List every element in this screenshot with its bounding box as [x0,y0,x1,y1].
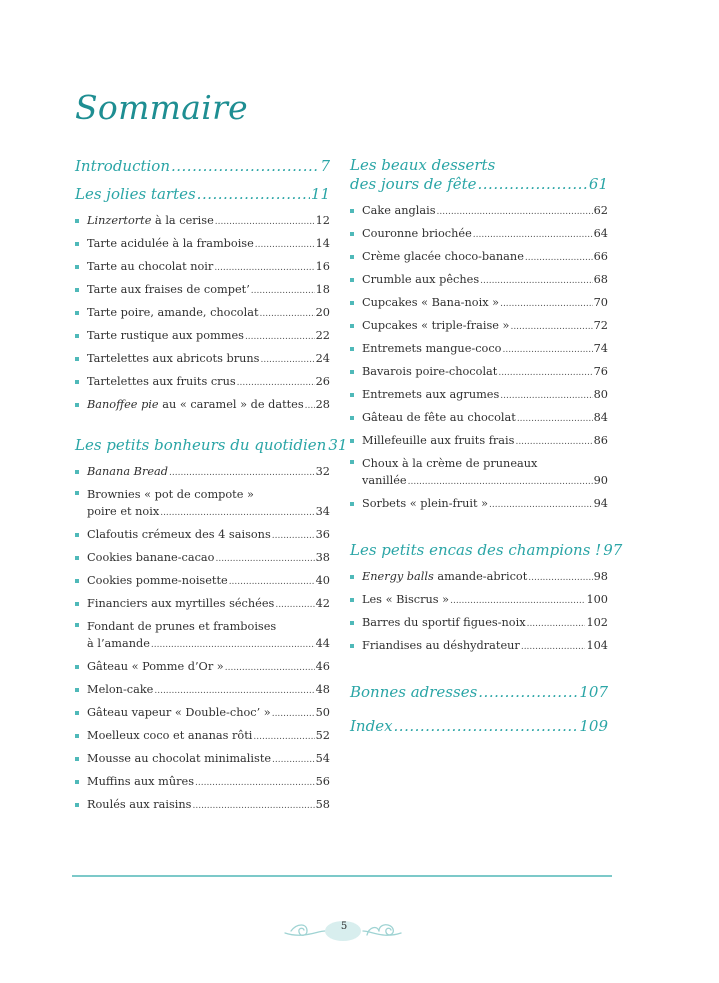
dot-leader [500,386,592,407]
entry-text: Melon-cake [87,683,154,696]
entry-title [362,566,527,587]
dot-leader [394,716,579,736]
toc-section [75,435,348,817]
dot-leader [225,658,315,679]
entry-title [87,394,304,415]
entry-page: 48 [315,683,330,696]
entry-page: 62 [593,204,608,217]
entry-row [87,279,330,302]
entry-row [362,338,608,361]
dot-leader [197,184,310,204]
dot-leader [171,156,319,176]
toc-entry[interactable] [350,407,608,430]
dot-leader [237,373,315,394]
entry-page: 16 [315,260,330,273]
entry-page: 38 [315,551,330,564]
entry-text: Roulés aux raisins [87,798,192,811]
entry-page: 98 [593,570,608,583]
entry-row [362,472,608,491]
entry-page: 26 [315,375,330,388]
entry-title [362,612,526,633]
entry-title [87,210,214,231]
entry-list [350,566,608,658]
entry-title [362,269,479,290]
entry-row [87,233,330,256]
section-title: Les petits bonheurs du quotidien [75,436,327,454]
dot-leader [478,174,588,194]
entry-text: poire et noix [87,505,160,518]
toc-entry[interactable] [75,794,330,817]
toc-left-column [75,156,348,817]
dot-leader [245,327,315,348]
entry-title [87,702,271,723]
entry-page: 86 [593,434,608,447]
dot-leader [215,549,314,570]
toc-right-column [350,156,623,736]
entry-title [87,503,159,520]
toc-entry[interactable] [350,493,608,516]
toc-entry[interactable] [75,325,330,348]
entry-title [87,771,194,792]
dot-leader [215,212,315,233]
entry-title [362,223,472,244]
toc-section [75,156,330,176]
toc-entry[interactable] [350,566,608,589]
toc-section [75,184,330,417]
toc-entry[interactable] [350,292,608,315]
entry-title [87,794,191,815]
entry-title [362,315,509,336]
toc-entry[interactable] [75,725,330,748]
dot-leader [260,304,315,325]
entry-text: Millefeuille aux fruits frais [362,434,515,447]
entry-text: Clafoutis crémeux des 4 saisons [87,528,271,541]
dot-leader [214,258,314,279]
dot-leader [192,796,314,817]
entry-text: Crumble aux pêches [362,273,480,286]
entry-page: 36 [315,528,330,541]
entry-title [362,472,407,489]
entry-text: Tartelettes aux fruits crus [87,375,236,388]
toc-section [350,540,623,658]
dot-leader [515,432,592,453]
entry-text: Bavarois poire-chocolat [362,365,498,378]
entry-text: Entremets mangue-coco [362,342,502,355]
dot-leader [510,317,592,338]
dot-leader [195,773,315,794]
entry-text: Friandises au déshydrateur [362,639,520,652]
entry-page: 90 [593,474,608,487]
entry-text: Tarte au chocolat noir [87,260,214,273]
toc-entry[interactable] [75,371,330,394]
entry-text: Financiers aux myrtilles séchées [87,597,275,610]
entry-text: Gâteau « Pomme d’Or » [87,660,224,673]
toc-entry[interactable] [350,246,608,269]
toc-entry[interactable] [75,748,330,771]
entry-page: 54 [315,752,330,765]
entry-list [350,200,608,516]
entry-title [87,302,259,323]
entry-text: Muffins aux mûres [87,775,194,788]
entry-row [362,269,608,292]
dot-leader [272,526,315,547]
entry-row [87,679,330,702]
entry-text: Crème glacée choco-banane [362,250,524,263]
dot-leader [517,409,593,430]
entry-row [362,493,608,516]
entry-title-line: Choux à la crème de pruneaux [362,457,538,470]
entry-text: Tartelettes aux abricots bruns [87,352,260,365]
section-title-line: Les beaux desserts [350,156,496,174]
toc-entry[interactable] [75,256,330,279]
toc-entry[interactable] [350,315,608,338]
section-page: 31 [328,436,348,454]
entry-row [87,702,330,725]
entry-page: 28 [315,398,330,411]
toc-entry[interactable] [75,702,330,725]
entry-title [87,635,150,652]
entry-title [87,233,254,254]
entry-text: à l’amande [87,637,150,650]
section-heading[interactable] [75,156,330,176]
entry-page: 14 [315,237,330,250]
entry-page: 42 [315,597,330,610]
entry-row [362,200,608,223]
entry-list [75,210,330,417]
entry-page: 76 [593,365,608,378]
entry-title [87,725,252,746]
dot-leader [255,235,315,256]
dot-leader [272,704,315,725]
entry-page: 32 [315,465,330,478]
entry-row [87,635,330,654]
toc-entry[interactable] [350,612,608,635]
entry-text: Cake anglais [362,204,436,217]
dot-leader [151,637,315,654]
toc-entry[interactable] [75,348,330,371]
entry-title [87,656,224,677]
entry-row [87,371,330,394]
entry-text: Sorbets « plein-fruit » [362,497,489,510]
toc-entry[interactable] [75,570,330,593]
toc-section [350,156,608,516]
entry-title [362,384,499,405]
entry-title [362,200,436,221]
section-title: Introduction [75,157,170,175]
entry-page: 12 [315,214,330,227]
section-page: 7 [320,157,330,175]
section-page: 97 [603,541,623,559]
entry-title [362,430,514,451]
toc-entry[interactable] [75,656,330,679]
toc-entry[interactable] [350,430,608,453]
entry-row [87,325,330,348]
section-heading[interactable] [75,184,330,204]
dot-leader [305,396,315,417]
entry-page: 20 [315,306,330,319]
entry-list [75,461,330,817]
dot-leader [473,225,593,246]
toc-entry[interactable] [350,361,608,384]
toc-entry[interactable] [75,302,330,325]
toc-entry[interactable] [75,461,330,484]
entry-title [362,338,501,359]
entry-row [87,503,330,522]
entry-page: 104 [586,639,608,652]
toc-entry[interactable] [75,616,330,656]
entry-title [87,348,259,369]
entry-title [87,524,271,545]
dot-leader [275,595,314,616]
section-page: 61 [588,175,608,193]
entry-row [362,315,608,338]
entry-text: Cookies pomme-noisette [87,574,228,587]
entry-text: Gâteau de fête au chocolat [362,411,516,424]
entry-page: 100 [586,593,608,606]
entry-row [362,384,608,407]
entry-title [362,407,516,428]
entry-row [87,656,330,679]
toc-entry[interactable] [75,484,330,524]
entry-title [87,279,250,300]
entry-row [87,256,330,279]
toc-entry[interactable] [75,593,330,616]
entry-row [362,361,608,384]
section-heading[interactable] [350,682,608,702]
entry-page: 50 [315,706,330,719]
dot-leader [169,463,315,484]
entry-page: 70 [593,296,608,309]
dot-leader [260,350,314,371]
entry-page: 56 [315,775,330,788]
dot-leader [527,614,586,635]
dot-leader [528,568,592,589]
entry-row [87,794,330,817]
toc-entry[interactable] [350,384,608,407]
entry-text: Cupcakes « Bana-noix » [362,296,500,309]
section-heading[interactable] [75,435,348,455]
toc-entry[interactable] [350,453,608,493]
section-title: Les petits encas des champions ! [350,541,602,559]
entry-row [362,430,608,453]
dot-leader [525,248,593,269]
toc-entry[interactable] [75,233,330,256]
entry-title [87,679,153,700]
entry-page: 84 [593,411,608,424]
entry-title-line: Brownies « pot de compote » [87,488,254,501]
entry-page: 72 [593,319,608,332]
section-heading[interactable] [350,716,608,736]
entry-page: 34 [315,505,330,518]
entry-text-italic: Energy balls [362,570,434,583]
entry-row [362,635,608,658]
toc-entry[interactable] [350,338,608,361]
entry-row [87,570,330,593]
entry-row [362,566,608,589]
section-heading[interactable] [350,174,608,194]
entry-row [87,524,330,547]
entry-text-italic: Banana Bread [87,465,169,478]
entry-row [87,748,330,771]
entry-row [87,461,330,484]
dot-leader [480,271,592,292]
dot-leader [408,474,593,491]
entry-row [362,223,608,246]
entry-page: 44 [315,637,330,650]
entry-title [362,292,499,313]
entry-page: 94 [593,497,608,510]
entry-text: Moelleux coco et ananas rôti [87,729,253,742]
toc-entry[interactable] [350,635,608,658]
entry-text: amande-abricot [433,570,528,583]
section-page: 109 [579,717,608,735]
section-title: des jours de fête [350,175,477,193]
entry-page: 22 [315,329,330,342]
entry-page: 18 [315,283,330,296]
entry-title [87,570,228,591]
entry-title [87,748,271,769]
entry-row [87,593,330,616]
entry-text: Tarte rustique aux pommes [87,329,244,342]
entry-text: Entremets aux agrumes [362,388,500,401]
entry-text: Cookies banane-cacao [87,551,215,564]
toc-entry[interactable] [350,589,608,612]
entry-page: 52 [315,729,330,742]
entry-title [362,635,520,656]
entry-page: 64 [593,227,608,240]
toc-entry[interactable] [75,679,330,702]
entry-text: Mousse au chocolat minimaliste [87,752,272,765]
entry-row [362,407,608,430]
entry-page: 68 [593,273,608,286]
entry-title [87,325,244,346]
toc-entry[interactable] [350,200,608,223]
entry-text-italic: Banoffee pie [87,398,159,411]
dot-leader [478,682,578,702]
entry-page: 46 [315,660,330,673]
entry-row [87,771,330,794]
entry-text: au « caramel » de dattes [158,398,304,411]
entry-text: Couronne briochée [362,227,472,240]
section-heading[interactable] [350,540,623,560]
dot-leader [160,505,314,522]
page-number: 5 [340,921,348,932]
section-page: 107 [579,683,608,701]
dot-leader [437,202,593,223]
entry-title [362,361,497,382]
toc-entry[interactable] [75,394,330,417]
entry-text-italic: Linzertorte [87,214,152,227]
entry-text: à la cerise [151,214,214,227]
dot-leader [154,681,314,702]
entry-title [362,246,524,267]
entry-text: Tarte aux fraises de compet’ [87,283,250,296]
entry-title [87,547,214,568]
toc-section [350,682,608,702]
entry-title [87,461,168,482]
toc-entry[interactable] [350,269,608,292]
entry-row [87,394,330,417]
dot-leader [272,750,315,771]
dot-leader [489,495,593,516]
entry-title [87,256,213,277]
section-title: Index [350,717,393,735]
entry-page: 40 [315,574,330,587]
entry-row [362,589,608,612]
entry-page: 58 [315,798,330,811]
dot-leader [500,294,593,315]
entry-text: Tarte poire, amande, chocolat [87,306,259,319]
entry-page: 102 [586,616,608,629]
entry-title-line: Fondant de prunes et framboises [87,620,277,633]
entry-text: Cupcakes « triple-fraise » [362,319,510,332]
section-title: Les jolies tartes [75,185,196,203]
dot-leader [502,340,592,361]
entry-page: 80 [593,388,608,401]
entry-text: Gâteau vapeur « Double-choc’ » [87,706,271,719]
entry-row [87,302,330,325]
entry-text: Tarte acidulée à la framboise [87,237,254,250]
entry-row [362,612,608,635]
entry-title [362,589,449,610]
entry-row [87,348,330,371]
entry-row [362,292,608,315]
footer-rule [72,875,612,877]
toc-entry[interactable] [75,771,330,794]
dot-leader [251,281,315,302]
entry-row [362,246,608,269]
entry-page: 24 [315,352,330,365]
entry-text: Barres du sportif figues-noix [362,616,526,629]
dot-leader [253,727,314,748]
toc-section [350,716,608,736]
entry-title [362,493,488,514]
entry-page: 66 [593,250,608,263]
section-title: Bonnes adresses [350,683,478,701]
entry-title [87,593,274,614]
toc-entry[interactable] [350,223,608,246]
dot-leader [229,572,315,593]
section-page: 11 [310,185,330,203]
dot-leader [450,591,585,612]
entry-row [87,210,330,233]
entry-row [87,725,330,748]
entry-title [87,371,236,392]
dot-leader [521,637,586,658]
entry-page: 74 [593,342,608,355]
entry-row [87,547,330,570]
toc-entry[interactable] [75,524,330,547]
entry-text: vanillée [362,474,407,487]
toc-entry[interactable] [75,547,330,570]
toc-entry[interactable] [75,279,330,302]
page-title: Sommaire [75,88,248,127]
toc-entry[interactable] [75,210,330,233]
entry-text: Les « Biscrus » [362,593,450,606]
dot-leader [498,363,592,384]
